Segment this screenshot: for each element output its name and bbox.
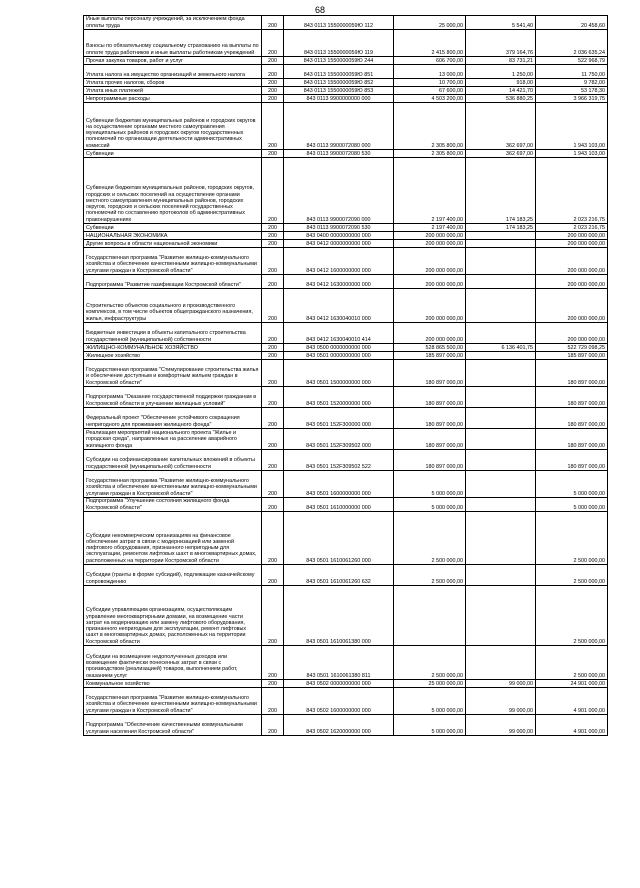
row-assigned-cell: 5 000 000,00 [394, 471, 466, 498]
row-remaining-cell: 9 782,00 [536, 79, 608, 87]
table-row [84, 240, 608, 248]
table-row [84, 65, 608, 79]
row-name-cell: Субвенции [84, 224, 262, 232]
table-row [84, 360, 608, 387]
row-assigned-cell: 200 000 000,00 [394, 232, 466, 240]
row-kbk-cell: 843 0113 1550000059Ю 851 [284, 65, 394, 79]
row-remaining-cell: 180 897 000,00 [536, 429, 608, 450]
row-assigned-cell: 25 000 000,00 [394, 680, 466, 688]
row-name-cell: Бюджетные инвестиции в объекты капитального строительства государственной (муниципальной) собственности [84, 323, 262, 344]
row-code-cell: 200 [262, 79, 284, 87]
table-row [84, 344, 608, 352]
row-code-cell: 200 [262, 512, 284, 565]
row-remaining-cell: 1 943 103,00 [536, 103, 608, 150]
row-remaining-cell: 200 000 000,00 [536, 323, 608, 344]
row-executed-cell: 99 000,00 [466, 680, 536, 688]
row-executed-cell [466, 275, 536, 289]
row-name-cell: Государственная программа "Стимулирование строительства жилья и обеспечение доступным и комфортным жильем граждан в Костромской области" [84, 360, 262, 387]
row-assigned-cell: 180 897 000,00 [394, 450, 466, 471]
table-row [84, 387, 608, 408]
budget-execution-table [83, 15, 608, 736]
row-assigned-cell: 2 305 800,00 [394, 103, 466, 150]
row-code-cell: 200 [262, 471, 284, 498]
row-remaining-cell: 180 897 000,00 [536, 387, 608, 408]
row-remaining-cell: 53 178,30 [536, 87, 608, 95]
row-assigned-cell: 5 000 000,00 [394, 498, 466, 512]
row-assigned-cell: 4 503 200,00 [394, 95, 466, 103]
row-name-cell: Взносы по обязательному социальному страхованию на выплаты по оплате труда работников и иные выплаты работникам учреждений [84, 30, 262, 57]
row-executed-cell: 5 541,40 [466, 16, 536, 30]
row-code-cell: 200 [262, 646, 284, 680]
row-assigned-cell: 180 897 000,00 [394, 360, 466, 387]
row-executed-cell [466, 408, 536, 429]
row-kbk-cell: 843 0412 0000000000 000 [284, 240, 394, 248]
row-kbk-cell: 843 0501 1610061260 000 [284, 512, 394, 565]
row-code-cell: 200 [262, 16, 284, 30]
row-executed-cell: 362 697,00 [466, 103, 536, 150]
row-remaining-cell: 180 897 000,00 [536, 360, 608, 387]
row-code-cell: 200 [262, 586, 284, 646]
row-assigned-cell: 200 000 000,00 [394, 275, 466, 289]
row-remaining-cell: 2 500 000,00 [536, 646, 608, 680]
row-code-cell: 200 [262, 289, 284, 323]
row-remaining-cell: 2 036 635,24 [536, 30, 608, 57]
row-name-cell: Иные выплаты персоналу учреждений, за исключением фонда оплаты труда [84, 16, 262, 30]
row-name-cell: Государственная программа "Развитие жилищно-коммунального хозяйства и обеспечение качественными жилищно-коммунальными услугами граждан в Костромской области" [84, 471, 262, 498]
row-kbk-cell: 843 0501 152F300000 000 [284, 408, 394, 429]
table-row [84, 680, 608, 688]
table-row [84, 289, 608, 323]
row-assigned-cell: 180 897 000,00 [394, 408, 466, 429]
row-kbk-cell: 843 0412 1600000000 000 [284, 248, 394, 275]
row-kbk-cell: 843 0113 1550000059Ю 244 [284, 57, 394, 65]
row-kbk-cell: 843 0113 9900072090 000 [284, 158, 394, 224]
row-remaining-cell: 5 000 000,00 [536, 471, 608, 498]
row-executed-cell [466, 323, 536, 344]
row-executed-cell [466, 232, 536, 240]
row-name-cell: Субсидии на возмещение недополученных доходов или возмещение фактически понесенных затрат в связи с производством (реализацией) товаров, выполнением работ, оказанием услуг [84, 646, 262, 680]
row-assigned-cell: 180 897 000,00 [394, 429, 466, 450]
row-code-cell: 200 [262, 680, 284, 688]
row-kbk-cell: 843 0412 1630000000 000 [284, 275, 394, 289]
row-remaining-cell: 4 901 000,00 [536, 715, 608, 736]
table-row [84, 224, 608, 232]
row-code-cell: 200 [262, 57, 284, 65]
table-row [84, 158, 608, 224]
row-executed-cell: 99 000,00 [466, 688, 536, 715]
table-row [84, 352, 608, 360]
row-remaining-cell: 4 901 000,00 [536, 688, 608, 715]
row-kbk-cell: 843 0502 0000000000 000 [284, 680, 394, 688]
row-code-cell: 200 [262, 565, 284, 586]
row-code-cell: 200 [262, 248, 284, 275]
row-remaining-cell: 200 000 000,00 [536, 289, 608, 323]
table-row [84, 248, 608, 275]
table-row [84, 103, 608, 150]
table-row [84, 586, 608, 646]
table-row [84, 232, 608, 240]
row-code-cell: 200 [262, 450, 284, 471]
row-name-cell: Государственная программа "Развитие жилищно-коммунального хозяйства и обеспечение качественными жилищно-коммунальными услугами граждан в Костромской области" [84, 248, 262, 275]
table-row [84, 87, 608, 95]
row-executed-cell [466, 352, 536, 360]
row-code-cell: 200 [262, 30, 284, 57]
row-code-cell: 200 [262, 352, 284, 360]
row-code-cell: 200 [262, 429, 284, 450]
row-remaining-cell: 1 943 103,00 [536, 150, 608, 158]
row-kbk-cell: 843 0501 1520000000 000 [284, 387, 394, 408]
row-assigned-cell: 25 000,00 [394, 16, 466, 30]
row-assigned-cell: 2 415 800,00 [394, 30, 466, 57]
row-remaining-cell: 2 500 000,00 [536, 565, 608, 586]
row-name-cell: Другие вопросы в области национальной экономики [84, 240, 262, 248]
row-assigned-cell: 180 897 000,00 [394, 387, 466, 408]
row-assigned-cell: 2 197 400,00 [394, 224, 466, 232]
row-code-cell: 200 [262, 95, 284, 103]
row-code-cell: 200 [262, 240, 284, 248]
row-executed-cell: 379 164,76 [466, 30, 536, 57]
row-name-cell: Жилищное хозяйство [84, 352, 262, 360]
row-name-cell: Государственная программа "Развитие жилищно-коммунального хозяйства и обеспечение качественными жилищно-коммунальными услугами граждан в Костромской области" [84, 688, 262, 715]
table-row [84, 512, 608, 565]
row-executed-cell [466, 450, 536, 471]
table-row [84, 150, 608, 158]
row-assigned-cell: 528 865 500,00 [394, 344, 466, 352]
row-remaining-cell: 24 901 000,00 [536, 680, 608, 688]
row-assigned-cell: 185 897 000,00 [394, 352, 466, 360]
row-assigned-cell: 2 500 000,00 [394, 565, 466, 586]
row-kbk-cell: 843 0500 0000000000 000 [284, 344, 394, 352]
row-executed-cell: 1 250,00 [466, 65, 536, 79]
table-row [84, 450, 608, 471]
row-kbk-cell: 843 0113 9900000000 000 [284, 95, 394, 103]
row-kbk-cell: 843 0501 1610061380 811 [284, 646, 394, 680]
row-executed-cell: 83 731,21 [466, 57, 536, 65]
page-number: 68 [314, 5, 325, 15]
row-assigned-cell: 5 000 000,00 [394, 688, 466, 715]
row-executed-cell [466, 429, 536, 450]
row-name-cell: Субвенции бюджетам муниципальных районов и городских округов на осуществление органами местного самоуправления муниципальных районов и городских округов государственных полномочий по организации деятельности административных комиссий [84, 103, 262, 150]
table-row [84, 408, 608, 429]
table-body [84, 16, 608, 736]
row-name-cell: Реализация мероприятий национального проекта "Жилье и городская среда", направленных на расселение аварийного жилищного фонда [84, 429, 262, 450]
row-name-cell: Субсидии некоммерческим организациям на финансовое обеспечение затрат в связи с модернизацией или заменой лифтового оборудования, признанного непригодным для эксплуатации, ремонтом лифтовых шахт в многоквартирных домах, расположенных на территории Костромской области [84, 512, 262, 565]
table-row [84, 646, 608, 680]
row-kbk-cell: 843 0412 1630040010 000 [284, 289, 394, 323]
row-name-cell: Субсидии на софинансирование капитальных вложений в объекты государственной (муниципальной) собственности [84, 450, 262, 471]
row-kbk-cell: 843 0501 152F309502 000 [284, 429, 394, 450]
row-remaining-cell: 180 897 000,00 [536, 450, 608, 471]
row-executed-cell: 6 136 401,75 [466, 344, 536, 352]
row-code-cell: 200 [262, 688, 284, 715]
row-kbk-cell: 843 0113 9900072090 530 [284, 224, 394, 232]
row-assigned-cell: 2 197 400,00 [394, 158, 466, 224]
row-name-cell: Субсидии управляющим организациям, осуществляющим управление многоквартирными домами, на возмещение части затрат на модернизацию или замену лифтового оборудования, признанного непригодным для эксплуатации, ремонт лифтовых шахт в многоквартирных домах, расположенных на территории Костромской области [84, 586, 262, 646]
table-row [84, 429, 608, 450]
row-executed-cell [466, 289, 536, 323]
row-remaining-cell: 2 500 000,00 [536, 586, 608, 646]
table-row [84, 715, 608, 736]
row-executed-cell: 918,00 [466, 79, 536, 87]
row-name-cell: ЖИЛИЩНО-КОММУНАЛЬНОЕ ХОЗЯЙСТВО [84, 344, 262, 352]
row-name-cell: Уплата иных платежей [84, 87, 262, 95]
row-code-cell: 200 [262, 150, 284, 158]
row-executed-cell: 99 000,00 [466, 715, 536, 736]
table-row [84, 275, 608, 289]
row-code-cell: 200 [262, 715, 284, 736]
row-name-cell: Подпрограмма "Обеспечение качественными коммунальными услугами населения Костромской области" [84, 715, 262, 736]
row-name-cell: Субвенции бюджетам муниципальных районов, городских округов, городских и сельских поселений на осуществление органами местного самоуправления муниципальных районов, городских округов, городских и сельских поселений государственных полномочий по составлению протоколов об административных правонарушениях [84, 158, 262, 224]
row-remaining-cell: 20 458,60 [536, 16, 608, 30]
row-name-cell: Подпрограмма "Развитие газификации Костромской области" [84, 275, 262, 289]
row-executed-cell [466, 498, 536, 512]
row-remaining-cell: 11 750,00 [536, 65, 608, 79]
row-remaining-cell: 3 966 319,75 [536, 95, 608, 103]
row-assigned-cell: 67 600,00 [394, 87, 466, 95]
row-assigned-cell: 200 000 000,00 [394, 248, 466, 275]
row-assigned-cell: 606 700,00 [394, 57, 466, 65]
row-name-cell: Подпрограмма "Улучшение состояния жилищного фонда Костромской области" [84, 498, 262, 512]
row-kbk-cell: 843 0113 1550000059Ю 853 [284, 87, 394, 95]
row-remaining-cell: 2 023 216,75 [536, 158, 608, 224]
row-kbk-cell: 843 0412 1630040010 414 [284, 323, 394, 344]
row-code-cell: 200 [262, 103, 284, 150]
table-row [84, 57, 608, 65]
row-code-cell: 200 [262, 344, 284, 352]
row-kbk-cell: 843 0400 0000000000 000 [284, 232, 394, 240]
row-executed-cell [466, 586, 536, 646]
row-executed-cell [466, 512, 536, 565]
row-remaining-cell: 200 000 000,00 [536, 248, 608, 275]
row-code-cell: 200 [262, 387, 284, 408]
row-executed-cell [466, 387, 536, 408]
row-code-cell: 200 [262, 87, 284, 95]
row-remaining-cell: 5 000 000,00 [536, 498, 608, 512]
row-kbk-cell: 843 0502 1600000000 000 [284, 688, 394, 715]
row-assigned-cell: 13 000,00 [394, 65, 466, 79]
row-remaining-cell: 185 897 000,00 [536, 352, 608, 360]
row-assigned-cell: 2 500 000,00 [394, 512, 466, 565]
row-executed-cell: 536 880,25 [466, 95, 536, 103]
table-row [84, 16, 608, 30]
row-assigned-cell: 200 000 000,00 [394, 289, 466, 323]
row-executed-cell [466, 471, 536, 498]
row-code-cell: 200 [262, 360, 284, 387]
row-kbk-cell: 843 0501 1500000000 000 [284, 360, 394, 387]
table-row [84, 30, 608, 57]
row-name-cell: Непрограммные расходы [84, 95, 262, 103]
row-kbk-cell: 843 0113 9900072080 530 [284, 150, 394, 158]
row-remaining-cell: 200 000 000,00 [536, 275, 608, 289]
row-code-cell: 200 [262, 158, 284, 224]
table-row [84, 471, 608, 498]
row-code-cell: 200 [262, 65, 284, 79]
row-remaining-cell: 180 897 000,00 [536, 408, 608, 429]
row-kbk-cell: 843 0501 1610061380 000 [284, 586, 394, 646]
row-assigned-cell: 2 500 000,00 [394, 646, 466, 680]
table-row [84, 498, 608, 512]
row-code-cell: 200 [262, 232, 284, 240]
row-name-cell: Строительство объектов социального и производственного комплексов, в том числе объектов общегражданского назначения, жилья, инфраструктуры [84, 289, 262, 323]
row-code-cell: 200 [262, 275, 284, 289]
row-name-cell: Федеральный проект "Обеспечение устойчивого сокращения непригодного для проживания жилищного фонда" [84, 408, 262, 429]
row-executed-cell [466, 360, 536, 387]
row-code-cell: 200 [262, 224, 284, 232]
row-remaining-cell: 522 968,79 [536, 57, 608, 65]
row-remaining-cell: 522 729 098,25 [536, 344, 608, 352]
row-kbk-cell: 843 0113 9900072080 000 [284, 103, 394, 150]
row-name-cell: Прочая закупка товаров, работ и услуг [84, 57, 262, 65]
row-executed-cell: 362 697,00 [466, 150, 536, 158]
row-executed-cell: 14 421,70 [466, 87, 536, 95]
row-assigned-cell: 200 000 000,00 [394, 323, 466, 344]
row-name-cell: Уплата прочих налогов, сборов [84, 79, 262, 87]
row-assigned-cell [394, 586, 466, 646]
row-executed-cell: 174 183,25 [466, 224, 536, 232]
row-name-cell: Субвенции [84, 150, 262, 158]
table-row [84, 79, 608, 87]
row-executed-cell [466, 646, 536, 680]
row-name-cell: Подпрограмма "Оказание государственной поддержки гражданам в Костромской области в улучшении жилищных условий" [84, 387, 262, 408]
row-code-cell: 200 [262, 323, 284, 344]
table-row [84, 95, 608, 103]
row-kbk-cell: 843 0113 1550000059Ю 112 [284, 16, 394, 30]
row-kbk-cell: 843 0501 1610000000 000 [284, 498, 394, 512]
row-kbk-cell: 843 0501 0000000000 000 [284, 352, 394, 360]
row-executed-cell [466, 240, 536, 248]
row-executed-cell [466, 565, 536, 586]
table-row [84, 323, 608, 344]
row-remaining-cell: 2 500 000,00 [536, 512, 608, 565]
table-row [84, 688, 608, 715]
row-kbk-cell: 843 0502 1620000000 000 [284, 715, 394, 736]
row-remaining-cell: 200 000 000,00 [536, 232, 608, 240]
row-assigned-cell: 5 000 000,00 [394, 715, 466, 736]
row-executed-cell [466, 248, 536, 275]
row-assigned-cell: 200 000 000,00 [394, 240, 466, 248]
row-assigned-cell: 2 305 800,00 [394, 150, 466, 158]
row-remaining-cell: 200 000 000,00 [536, 240, 608, 248]
row-name-cell: Уплата налога на имущество организаций и земельного налога [84, 65, 262, 79]
row-kbk-cell: 843 0501 1610061260 632 [284, 565, 394, 586]
row-assigned-cell: 10 700,00 [394, 79, 466, 87]
row-code-cell: 200 [262, 408, 284, 429]
row-name-cell: Коммунальное хозяйство [84, 680, 262, 688]
row-executed-cell: 174 183,25 [466, 158, 536, 224]
row-kbk-cell: 843 0113 1550000059Ю 852 [284, 79, 394, 87]
row-remaining-cell: 2 023 216,75 [536, 224, 608, 232]
row-name-cell: НАЦИОНАЛЬНАЯ ЭКОНОМИКА [84, 232, 262, 240]
row-name-cell: Субсидии (гранты в форме субсидий), подлежащие казначейскому сопровождению [84, 565, 262, 586]
row-code-cell: 200 [262, 498, 284, 512]
row-kbk-cell: 843 0501 1600000000 000 [284, 471, 394, 498]
row-kbk-cell: 843 0113 1550000059Ю 119 [284, 30, 394, 57]
row-kbk-cell: 843 0501 152F309502 522 [284, 450, 394, 471]
table-row [84, 565, 608, 586]
